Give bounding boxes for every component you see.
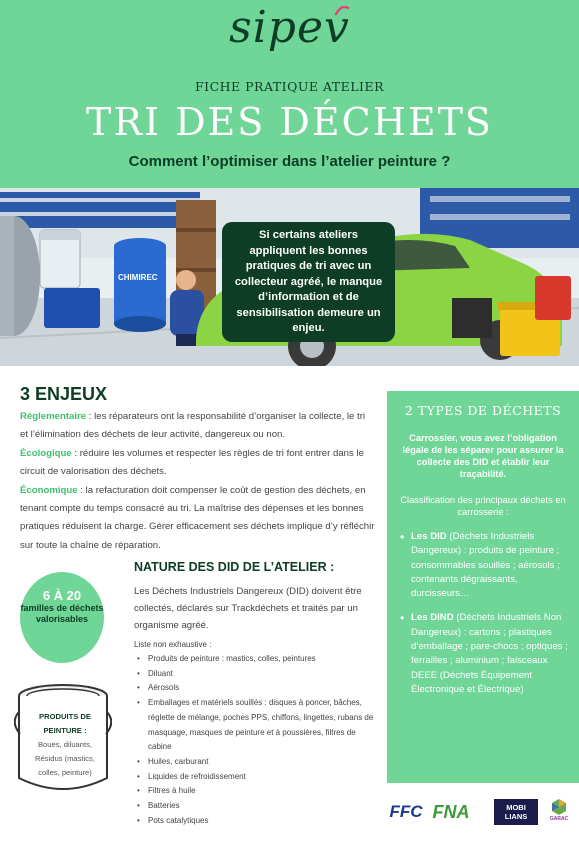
mobilians-line2: LIANS (504, 812, 528, 821)
produits-heading: PRODUITS DE PEINTURE : (39, 712, 91, 735)
ffc-logo: FFC (389, 802, 423, 821)
fna-logo: FNA (432, 801, 470, 822)
list-item: • Diluant (148, 667, 380, 682)
list-label: Liste non exhaustive : (134, 640, 212, 649)
enjeu-keyword: Écologique (20, 447, 72, 459)
mobilians-line1: MOBI (506, 803, 526, 812)
produits-text: Boues, diluants, Résidus (mastics, colles, peinture) (35, 740, 95, 777)
enjeu-keyword: Économique (20, 484, 78, 496)
did-list (148, 652, 380, 828)
types-panel (387, 391, 579, 783)
page-subtitle: Comment l’optimiser dans l’atelier peinture ? (128, 153, 451, 170)
list-item: • Emballages et matériels souillés : disques à poncer, bâches, réglette de mélange, poches PPS, chiffons, lingettes, rubans de masquage, masques de peinture et à poussières, filtres de cabine (148, 696, 380, 755)
types-classification: Classification des principaux déchets en carrosserie : (400, 495, 566, 517)
list-item: • Batteries (148, 799, 380, 814)
enjeu-text: : réduire les volumes et respecter les règles de tri font entrer dans le circuit de valorisation des déchets. (20, 447, 364, 478)
list-item: • Produits de peinture : mastics, colles, peintures (148, 652, 380, 667)
logo-accent-icon (334, 6, 350, 16)
nature-body: Les Déchets Industriels Dangereux (DID) doivent être collectés, déclarés sur Trackdéchets et traités par un organisme agréé. (134, 586, 362, 631)
page-kicker: FICHE PRATIQUE ATELIER (194, 79, 385, 94)
garac-emblem-icon (551, 798, 567, 816)
mobilians-logo (494, 799, 538, 825)
enjeux-title: 3 ENJEUX (20, 384, 108, 404)
familles-badge (20, 572, 104, 663)
dind-text: (Déchets Industriels Non Dangereux) : cartons ; plastiques d’emballage ; pare-chocs ; optiques ; ferrailles ; aluminium ; faisceaux DEEE (Déchets Équipement Électronique et Électrique) (411, 612, 568, 695)
nature-title: NATURE DES DID DE L’ATELIER : (134, 560, 335, 574)
enjeux-body (20, 408, 375, 555)
paint-can-label (24, 710, 106, 780)
callout-box: Si certains ateliers appliquent les bonnes pratiques de tri avec un collecteur agréé, le manque d’information et de sensibilisation demeure un enjeu. (222, 222, 395, 342)
list-item: • Pots catalytiques (148, 814, 380, 829)
garac-label: GARAC (549, 816, 569, 822)
enjeu-text: : les réparateurs ont la responsabilité d’organiser la collecte, le tri et l’élimination des déchets de leur activité, dangereux ou non. (20, 411, 366, 441)
page-title: TRI DES DÉCHETS (86, 100, 493, 144)
familles-count: 6 À 20 (42, 588, 82, 603)
enjeu-keyword: Réglementaire (20, 411, 87, 422)
types-title: 2 TYPES DE DÉCHETS (404, 403, 562, 418)
list-item (411, 530, 569, 601)
types-list (397, 530, 569, 697)
garac-logo (546, 792, 572, 828)
list-item: • Huiles, carburant (148, 755, 380, 770)
familles-label: familles de déchets valorisables (20, 603, 104, 624)
drum-label: CHIMIREC (118, 273, 158, 282)
dind-term: Les DIND (411, 612, 454, 624)
list-item: • Aérosols (148, 681, 380, 696)
list-item: • Liquides de refroidissement (148, 770, 380, 785)
partner-logos (386, 790, 579, 835)
list-item (411, 611, 569, 697)
list-item: • Filtres à huile (148, 784, 380, 799)
enjeu-text: : la refacturation doit compenser le coût de gestion des déchets, en tenant compte du temps consacré au tri. La maîtrise des dépenses et les bonnes pratiques réduisent la charge. Gérer efficacement ses déchets implique d’y réfléchir sur toute la chaîne de réparation. (20, 484, 375, 551)
did-text: (Déchets Industriels Dangereux) : produits de peinture ; consommables souillés ; aérosols ; contenants dégraissants, durcisseurs… (411, 531, 560, 600)
types-intro: Carrossier, vous avez l’obligation légale de les séparer pour assurer la collecte des DID et établir leur traçabilité. (402, 433, 564, 479)
header-band (0, 0, 579, 188)
did-term: Les DID (411, 531, 447, 542)
sipev-logo: sipev (229, 2, 350, 53)
